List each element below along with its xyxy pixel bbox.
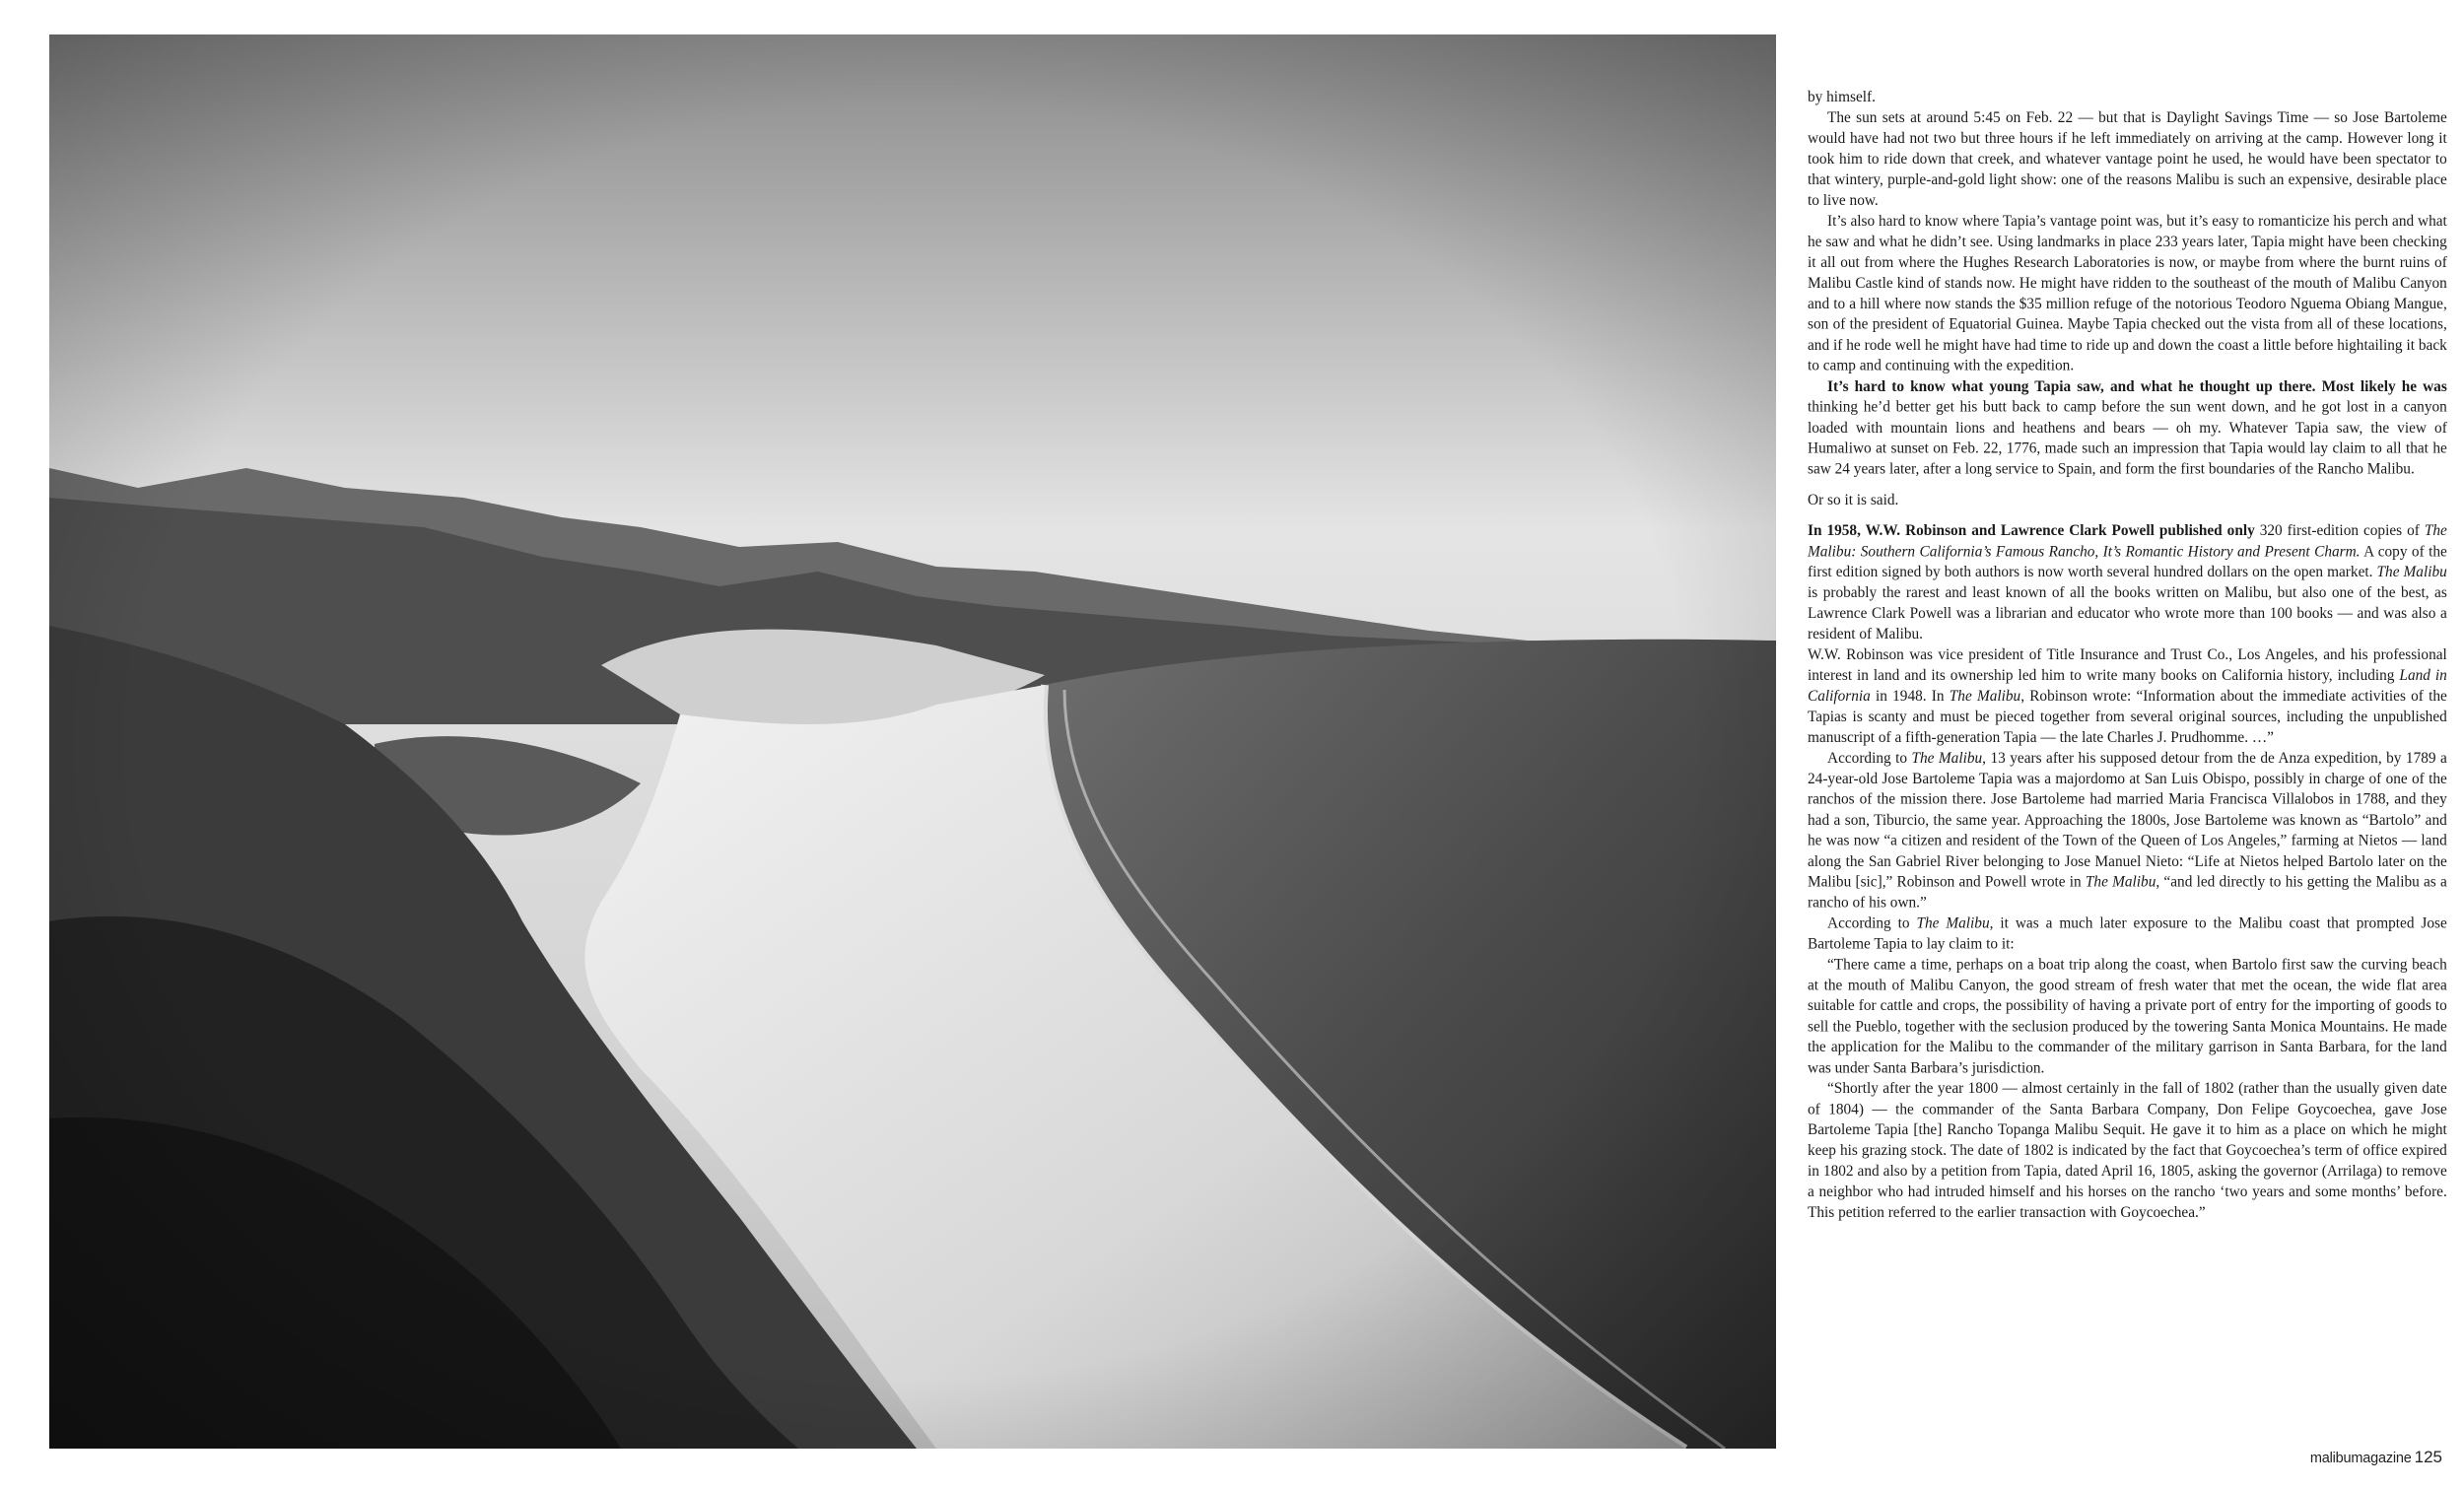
- book-title: The Malibu: Southern California’s Famous Rancho, It’s Romantic History and Present Charm.: [1808, 522, 2447, 560]
- page-footer: [2310, 1448, 2442, 1467]
- paragraph-text: , “and led directly to his getting the Malibu as a rancho of his own.”: [1808, 873, 2447, 912]
- paragraph: Or so it is said.: [1808, 491, 1899, 508]
- black-and-white-coastline-photo-icon: [49, 34, 1776, 1449]
- book-title: Land in California: [1808, 666, 2447, 705]
- paragraph-text: A copy of the first edition signed by both authors is now worth several hundred dollars on the open market.: [1808, 543, 2447, 580]
- paragraph-text: in 1948. In: [1870, 687, 1950, 705]
- book-title: The Malibu: [2085, 873, 2156, 891]
- paragraph-text: , Robinson wrote: “Information about the immediate activities of the Tapias is scanty and must be pieced together from several original sources, including the unpublished manuscript of a fifth-generation Tapia — the late Charles J. Prudhomme. …”: [1808, 687, 2447, 746]
- book-title: The Malibu: [1911, 749, 1983, 767]
- paragraph-text: W.W. Robinson was vice president of Title Insurance and Trust Co., Los Angeles, and his professional interest in land and its ownership led him to write many books on California history, including: [1808, 645, 2447, 684]
- paragraph: [1808, 913, 2447, 954]
- coastline-photo: [49, 34, 1776, 1449]
- paragraph: It’s also hard to know where Tapia’s vantage point was, but it’s easy to romanticize his perch and what he saw and what he didn’t see. Using landmarks in place 233 years later, Tapia might have been checking it all out from where the Hughes Research Laboratories is now, or maybe from where the burnt ruins of Malibu Castle kind of stands now. He might have ridden to the southeast of the mouth of Malibu Canyon and to a hill where now stands the $35 million refuge of the notorious Teodoro Nguema Obiang Mangue, son of the president of Equatorial Guinea. Maybe Tapia checked out the vista from all of these locations, and if he rode well he might have had time to ride up and down the coast a little before hightailing it back to camp and continuing with the expedition.: [1808, 212, 2447, 374]
- paragraph-text: is probably the rarest and least known of all the books written on Malibu, but also one of the best, as Lawrence Clark Powell was a librarian and educator who wrote more than 100 books — and was also a resident of Malibu.: [1808, 583, 2447, 643]
- magazine-brand: malibumagazine: [2309, 1451, 2412, 1466]
- paragraph-text: According to: [1827, 749, 1912, 767]
- book-title: The Malibu: [2376, 563, 2447, 580]
- lead-in-bold: It’s hard to know what young Tapia saw, and what he thought up there. Most likely he was: [1827, 377, 2447, 395]
- paragraph: by himself.: [1808, 89, 1876, 105]
- paragraph: [1808, 644, 2447, 748]
- book-title: The Malibu: [1916, 914, 1990, 932]
- paragraph: [1808, 748, 2447, 913]
- quote-paragraph: “There came a time, perhaps on a boat trip along the coast, when Bartolo first saw the curving beach at the mouth of Malibu Canyon, the good stream of fresh water that met the ocean, the wide flat area suitable for cattle and crops, the possibility of having a private port of entry for the importing of goods to sell the Pueblo, together with the seclusion produced by the towering Santa Monica Mountains. He made the application for the Malibu to the commander of the military garrison in Santa Barbara, for the land was under Santa Barbara’s jurisdiction.: [1808, 956, 2447, 1076]
- paragraph-text: According to: [1827, 914, 1917, 932]
- quote-paragraph: “Shortly after the year 1800 — almost certainly in the fall of 1802 (rather than the usually given date of 1804) — the commander of the Santa Barbara Company, Don Felipe Goycoechea, gave Jose Bartoleme Tapia [the] Rancho Topanga Malibu Sequit. He gave it to him as a place on which he might keep his grazing stock. The date of 1802 is indicated by the fact that Goycoechea’s term of office expired in 1802 and also by a petition from Tapia, dated April 16, 1805, asking the governor (Arrilaga) to remove a neighbor who had intruded himself and his horses on the rancho ‘two years and some months’ before. This petition referred to the earlier transaction with Goycoechea.”: [1808, 1080, 2447, 1221]
- paragraph-text: thinking he’d better get his butt back to camp before the sun went down, and he got lost in a canyon loaded with mountain lions and heathens and bears — oh my. Whatever Tapia saw, the view of Humaliwo at sunset on Feb. 22, 1776, made such an impression that Tapia would lay claim to all that he saw 24 years later, after a long service to Spain, and form the first boundaries of the Rancho Malibu.: [1808, 398, 2447, 478]
- page-number: 125: [2414, 1448, 2442, 1466]
- paragraph: The sun sets at around 5:45 on Feb. 22 — but that is Daylight Savings Time — so Jose Bartoleme would have had not two but three hours if he left immediately on arriving at the camp. However long it took him to ride down that creek, and whatever vantage point he used, he would have been spectator to that wintery, purple-and-gold light show: one of the reasons Malibu is such an expensive, desirable place to live now.: [1808, 108, 2447, 209]
- paragraph: [1808, 520, 2447, 644]
- paragraph-text: , 13 years after his supposed detour from the de Anza expedition, by 1789 a 24-year-old Jose Bartoleme Tapia was a majordomo at San Luis Obispo, possibly in charge of one of the ranchos of the mission there. Jose Bartoleme had married Maria Francisca Villalobos in 1788, and they had a son, Tiburcio, the same year. Approaching the 1800s, Jose Bartoleme was known as “Bartolo” and he was now “a citizen and resident of the Town of the Queen of Los Angeles,” farming at Nietos — land along the San Gabriel River belonging to Jose Manuel Nieto: “Life at Nietos helped Bartolo later on the Malibu [sic],” Robinson and Powell wrote in: [1808, 749, 2447, 891]
- book-title: The Malibu: [1949, 687, 2021, 705]
- paragraph-text: 320 first-edition copies of: [2254, 522, 2425, 539]
- lead-in-bold: In 1958, W.W. Robinson and Lawrence Clark Powell published only: [1808, 522, 2255, 539]
- article-column: [1808, 87, 2447, 1221]
- paragraph: [1808, 375, 2447, 479]
- paragraph-text: , it was a much later exposure to the Malibu coast that prompted Jose Bartoleme Tapia to lay claim to it:: [1808, 914, 2447, 953]
